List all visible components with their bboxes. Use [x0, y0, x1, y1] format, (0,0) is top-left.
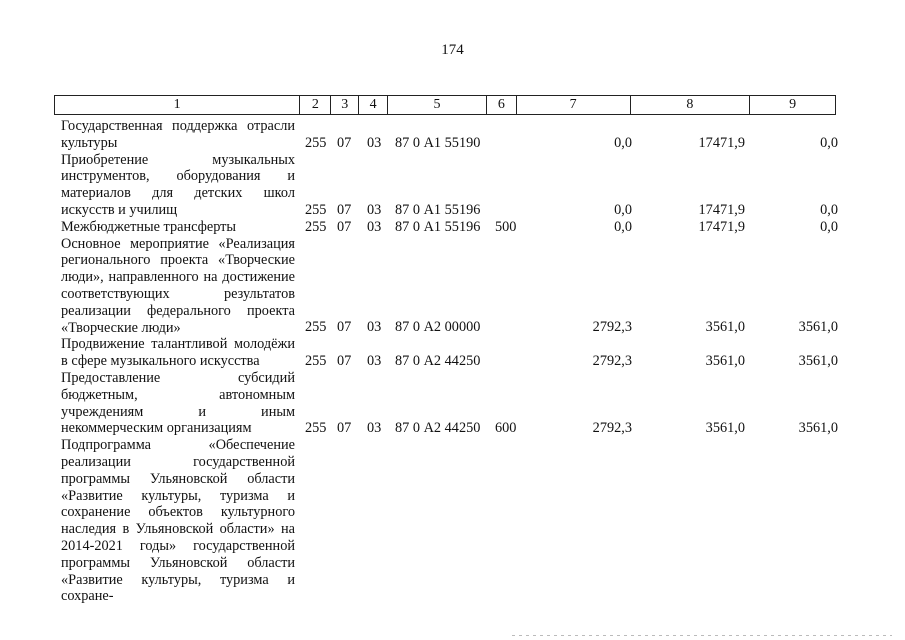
cell-code-2: 255	[305, 352, 327, 369]
cell-code-3: 07	[337, 134, 352, 151]
cell-code-3: 07	[337, 218, 352, 235]
table-row	[0, 370, 905, 437]
row-values	[0, 420, 905, 437]
cell-amount-7: 2792,3	[592, 420, 632, 437]
table-header-row	[54, 95, 836, 115]
row-description: Государственная поддержка отрасли культуры	[61, 118, 295, 151]
cell-code-3: 07	[337, 352, 352, 369]
cell-amount-8: 17471,9	[698, 134, 745, 151]
cell-amount-9: 0,0	[820, 218, 838, 235]
cell-code-2: 255	[305, 218, 327, 235]
cell-amount-9: 3561,0	[798, 319, 838, 336]
row-description: Подпрограмма «Обеспечение реализации государственной программы Ульяновской области «Развитие культуры, туризма и сохранение объектов культурного наследия в Ульяновской области» на 2014-2021 годы» государственной программы Ульяновской области «Развитие культуры, туризма и сохране-	[61, 437, 295, 605]
cell-amount-7: 2792,3	[592, 352, 632, 369]
table-row	[0, 437, 905, 605]
cell-amount-7: 0,0	[614, 201, 632, 218]
header-col-7: 7	[516, 96, 630, 114]
cell-code-4: 03	[367, 218, 382, 235]
row-description: Предоставление субсидий бюджетным, автономным учреждениям и иным некоммерческим организациям	[61, 369, 295, 437]
cell-amount-7: 2792,3	[592, 319, 632, 336]
cell-amount-8: 3561,0	[705, 420, 745, 437]
cell-amount-7: 0,0	[614, 134, 632, 151]
row-values	[0, 319, 905, 336]
cell-amount-9: 3561,0	[798, 352, 838, 369]
cell-code-5: 87 0 А1 55196	[395, 201, 481, 218]
table-row	[0, 336, 905, 370]
cell-amount-7: 0,0	[614, 218, 632, 235]
cell-code-6: 600	[495, 420, 517, 437]
cell-code-3: 07	[337, 319, 352, 336]
row-values	[0, 135, 905, 152]
header-col-1: 1	[173, 97, 181, 112]
cell-code-3: 07	[337, 201, 352, 218]
table-row	[0, 219, 905, 236]
cell-code-5: 87 0 А2 00000	[395, 319, 481, 336]
cell-code-2: 255	[305, 134, 327, 151]
cell-amount-8: 3561,0	[705, 319, 745, 336]
cell-code-4: 03	[367, 201, 382, 218]
cell-code-6: 500	[495, 218, 517, 235]
cell-amount-8: 17471,9	[698, 201, 745, 218]
cell-code-3: 07	[337, 420, 352, 437]
cell-code-2: 255	[305, 319, 327, 336]
row-description: Продвижение талантливой молодёжи в сфере музыкального искусства	[61, 336, 295, 370]
table-row	[0, 118, 905, 152]
header-col-2: 2	[299, 96, 330, 114]
header-col-8: 8	[630, 96, 750, 114]
cell-amount-9: 3561,0	[798, 420, 838, 437]
cell-code-4: 03	[367, 352, 382, 369]
cell-code-4: 03	[367, 319, 382, 336]
cell-code-5: 87 0 А1 55196	[395, 218, 481, 235]
scan-artifact-line	[512, 635, 892, 636]
header-col-9: 9	[749, 96, 835, 114]
row-values	[0, 219, 905, 236]
cell-amount-8: 17471,9	[698, 218, 745, 235]
cell-amount-9: 0,0	[820, 201, 838, 218]
cell-code-5: 87 0 А2 44250	[395, 352, 481, 369]
table-row	[0, 152, 905, 219]
cell-code-2: 255	[305, 201, 327, 218]
row-values	[0, 353, 905, 370]
row-description: Межбюджетные трансферты	[61, 218, 237, 235]
cell-amount-9: 0,0	[820, 134, 838, 151]
row-description: Приобретение музыкальных инструментов, оборудования и материалов для детских школ искусств и училищ	[61, 151, 295, 218]
page-number: 174	[441, 42, 464, 58]
cell-code-4: 03	[367, 420, 382, 437]
table-body	[0, 118, 905, 605]
header-col-5: 5	[387, 96, 486, 114]
cell-code-2: 255	[305, 420, 327, 437]
cell-code-5: 87 0 А2 44250	[395, 420, 481, 437]
row-values	[0, 202, 905, 219]
cell-code-4: 03	[367, 134, 382, 151]
row-values	[0, 588, 905, 605]
header-col-4: 4	[358, 96, 387, 114]
table-row	[0, 236, 905, 337]
cell-amount-8: 3561,0	[705, 352, 745, 369]
header-col-6: 6	[486, 96, 516, 114]
cell-code-5: 87 0 А1 55190	[395, 134, 481, 151]
header-col-3: 3	[330, 96, 358, 114]
row-description: Основное мероприятие «Реализация регионального проекта «Творческие люди», направленного на достижение соответствующих результатов реализации федерального проекта «Творческие люди»	[61, 235, 295, 336]
